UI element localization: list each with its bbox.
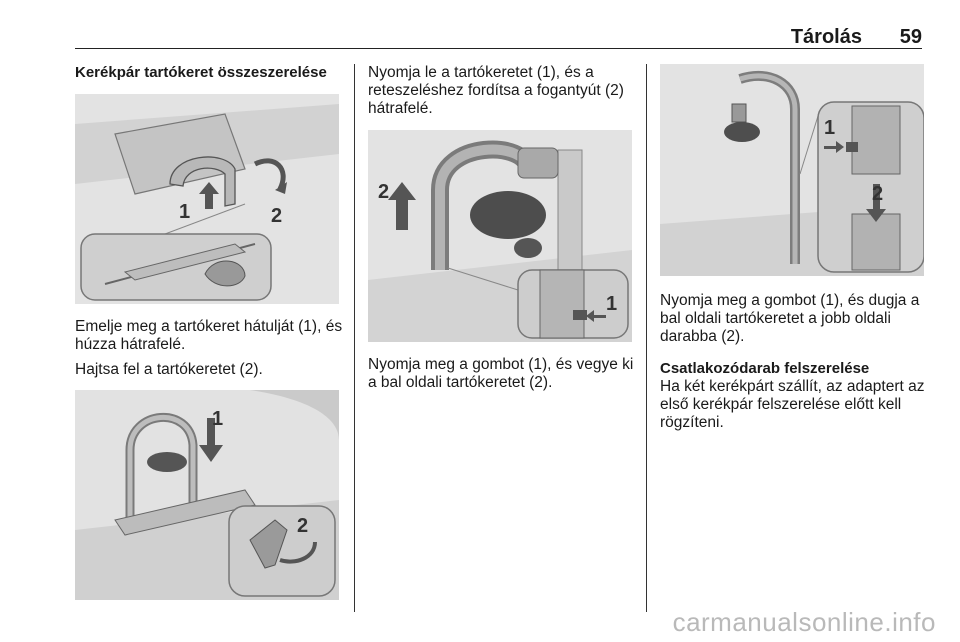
column-2-text (368, 356, 638, 392)
section-title: Tárolás (790, 26, 862, 48)
column-divider-1 (354, 64, 355, 612)
instruction-text: Ha két kerékpárt szállít, az adaptert az első kerékpár felszerelése előtt kell rögzíteni. (660, 378, 925, 431)
figure-2-rack-fold (75, 390, 339, 600)
instruction-text: Emelje meg a tartókeret hátulját (1), és húzza hátrafelé. (75, 318, 343, 353)
section-heading: Csatlakozódarab felszerelése (660, 360, 870, 377)
figure-3-rack-lock (368, 130, 632, 342)
column-3-text (660, 292, 932, 432)
column-1-text (75, 318, 345, 379)
fig1-label-2: 2 (271, 205, 283, 227)
figure-1-rack-lift (75, 94, 339, 304)
fig1-label-1: 1 (179, 201, 191, 223)
instruction-text: Nyomja meg a gombot (1), és vegye ki a bal oldali tartókeretet (2). (368, 356, 634, 391)
watermark: carmanualsonline.info (672, 607, 936, 637)
column-1 (75, 64, 343, 82)
fig2-label-2: 2 (297, 515, 309, 537)
instruction-text: Nyomja le a tartókeretet (1), és a reteszeléshez fordítsa a fogantyút (2) hátrafelé. (368, 64, 624, 117)
fig2-label-1: 1 (212, 408, 224, 430)
fig3-label-1: 1 (606, 293, 618, 315)
section-heading: Kerékpár tartókeret összeszerelése (75, 64, 327, 81)
figure-4-rack-insert (660, 64, 924, 276)
instruction-text: Nyomja meg a gombot (1), és dugja a bal oldali tartókeretet a jobb oldali darabba (2). (660, 292, 920, 345)
page-number: 59 (899, 26, 922, 48)
page-header (75, 26, 922, 49)
fig4-label-2: 2 (872, 183, 884, 205)
instruction-text: Hajtsa fel a tartókeretet (2). (75, 361, 263, 378)
column-2 (368, 64, 636, 118)
column-divider-2 (646, 64, 647, 612)
fig4-label-1: 1 (824, 117, 836, 139)
fig3-label-2: 2 (378, 181, 390, 203)
